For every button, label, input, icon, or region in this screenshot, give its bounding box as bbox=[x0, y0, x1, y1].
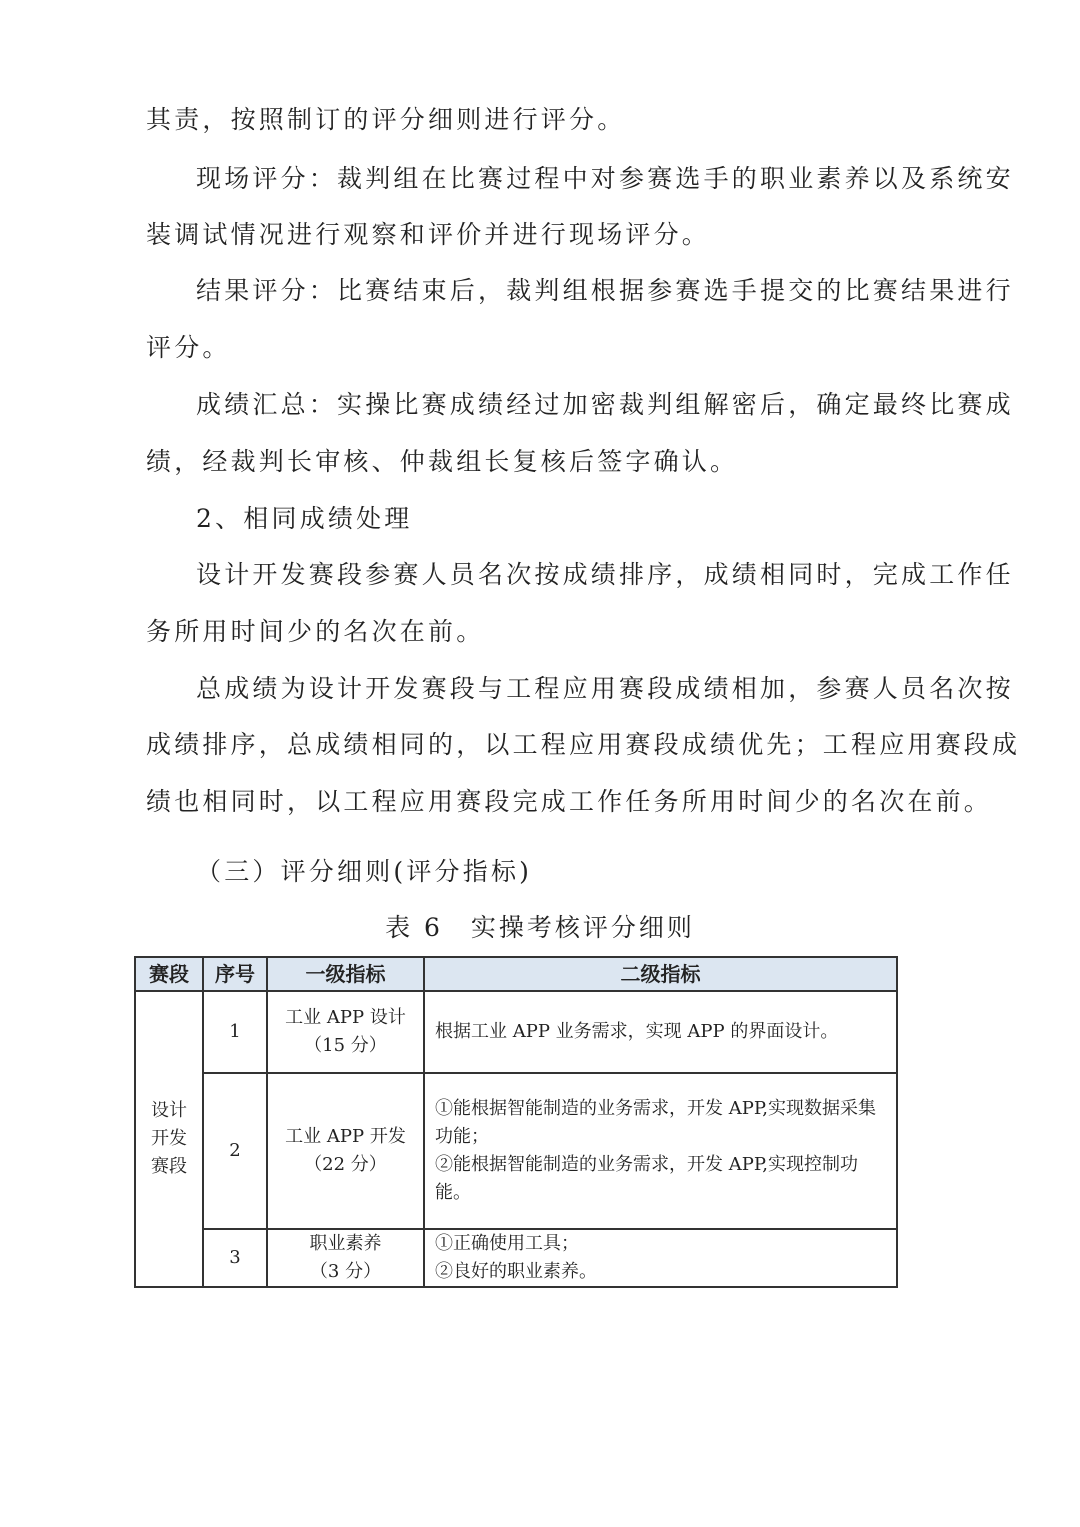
header-stage: 赛段 bbox=[135, 957, 203, 991]
subsection-heading: （三）评分细则(评分指标) bbox=[196, 857, 533, 886]
primary-indicator-name: 工业 APP 开发 bbox=[285, 1126, 406, 1147]
secondary-indicator-text: ②良好的职业素养。 bbox=[435, 1261, 597, 1282]
paragraph-line: 结果评分：比赛结束后，裁判组根据参赛选手提交的比赛结果进行 bbox=[196, 276, 1014, 305]
table-row bbox=[135, 1073, 897, 1229]
stage-text: 赛段 bbox=[151, 1156, 187, 1177]
paragraph-line: 评分。 bbox=[146, 333, 231, 362]
secondary-indicator-text: 根据工业 APP 业务需求，实现 APP 的界面设计。 bbox=[435, 1021, 839, 1042]
index-cell: 3 bbox=[203, 1229, 267, 1287]
table-row bbox=[135, 1229, 897, 1287]
secondary-indicator-text: 功能； bbox=[435, 1126, 489, 1147]
stage-cell bbox=[135, 991, 203, 1287]
primary-indicator-score: （22 分） bbox=[304, 1154, 387, 1175]
table-caption: 表 6 实操考核评分细则 bbox=[385, 913, 695, 942]
primary-indicator-name: 工业 APP 设计 bbox=[285, 1007, 406, 1028]
section-heading: 2、相同成绩处理 bbox=[196, 504, 413, 533]
paragraph-line: 成绩排序，总成绩相同的，以工程应用赛段成绩优先；工程应用赛段成 bbox=[146, 730, 1021, 759]
scoring-table bbox=[134, 956, 898, 1288]
paragraph-line: 设计开发赛段参赛人员名次按成绩排序，成绩相同时，完成工作任 bbox=[196, 560, 1014, 589]
paragraph-line: 装调试情况进行观察和评价并进行现场评分。 bbox=[146, 220, 711, 249]
stage-text: 设计 bbox=[151, 1100, 187, 1121]
primary-indicator-cell bbox=[267, 1229, 424, 1287]
paragraph-line: 绩，经裁判长审核、仲裁组长复核后签字确认。 bbox=[146, 447, 739, 476]
primary-indicator-cell bbox=[267, 991, 424, 1073]
stage-text: 开发 bbox=[151, 1128, 187, 1149]
secondary-indicator-text: ①能根据智能制造的业务需求，开发 APP,实现数据采集 bbox=[435, 1098, 877, 1119]
secondary-indicator-cell bbox=[424, 1073, 897, 1229]
index-cell: 2 bbox=[203, 1073, 267, 1229]
table-header-row bbox=[135, 957, 897, 991]
header-index: 序号 bbox=[203, 957, 267, 991]
secondary-indicator-text: ②能根据智能制造的业务需求，开发 APP,实现控制功 bbox=[435, 1154, 859, 1175]
paragraph-line: 总成绩为设计开发赛段与工程应用赛段成绩相加，参赛人员名次按 bbox=[196, 674, 1014, 703]
table-row bbox=[135, 991, 897, 1073]
index-cell: 1 bbox=[203, 991, 267, 1073]
primary-indicator-name: 职业素养 bbox=[309, 1233, 382, 1254]
header-secondary-indicator: 二级指标 bbox=[424, 957, 897, 991]
primary-indicator-score: （3 分） bbox=[309, 1261, 382, 1282]
paragraph-line: 其责，按照制订的评分细则进行评分。 bbox=[146, 105, 626, 134]
paragraph-line: 务所用时间少的名次在前。 bbox=[146, 617, 485, 646]
primary-indicator-score: （15 分） bbox=[304, 1035, 387, 1056]
secondary-indicator-cell bbox=[424, 1229, 897, 1287]
paragraph-line: 现场评分：裁判组在比赛过程中对参赛选手的职业素养以及系统安 bbox=[196, 164, 1014, 193]
secondary-indicator-cell bbox=[424, 991, 897, 1073]
secondary-indicator-text: 能。 bbox=[435, 1182, 471, 1203]
paragraph-line: 成绩汇总：实操比赛成绩经过加密裁判组解密后，确定最终比赛成 bbox=[196, 390, 1014, 419]
paragraph-line: 绩也相同时，以工程应用赛段完成工作任务所用时间少的名次在前。 bbox=[146, 787, 993, 816]
header-primary-indicator: 一级指标 bbox=[267, 957, 424, 991]
secondary-indicator-text: ①正确使用工具； bbox=[435, 1233, 579, 1254]
primary-indicator-cell bbox=[267, 1073, 424, 1229]
